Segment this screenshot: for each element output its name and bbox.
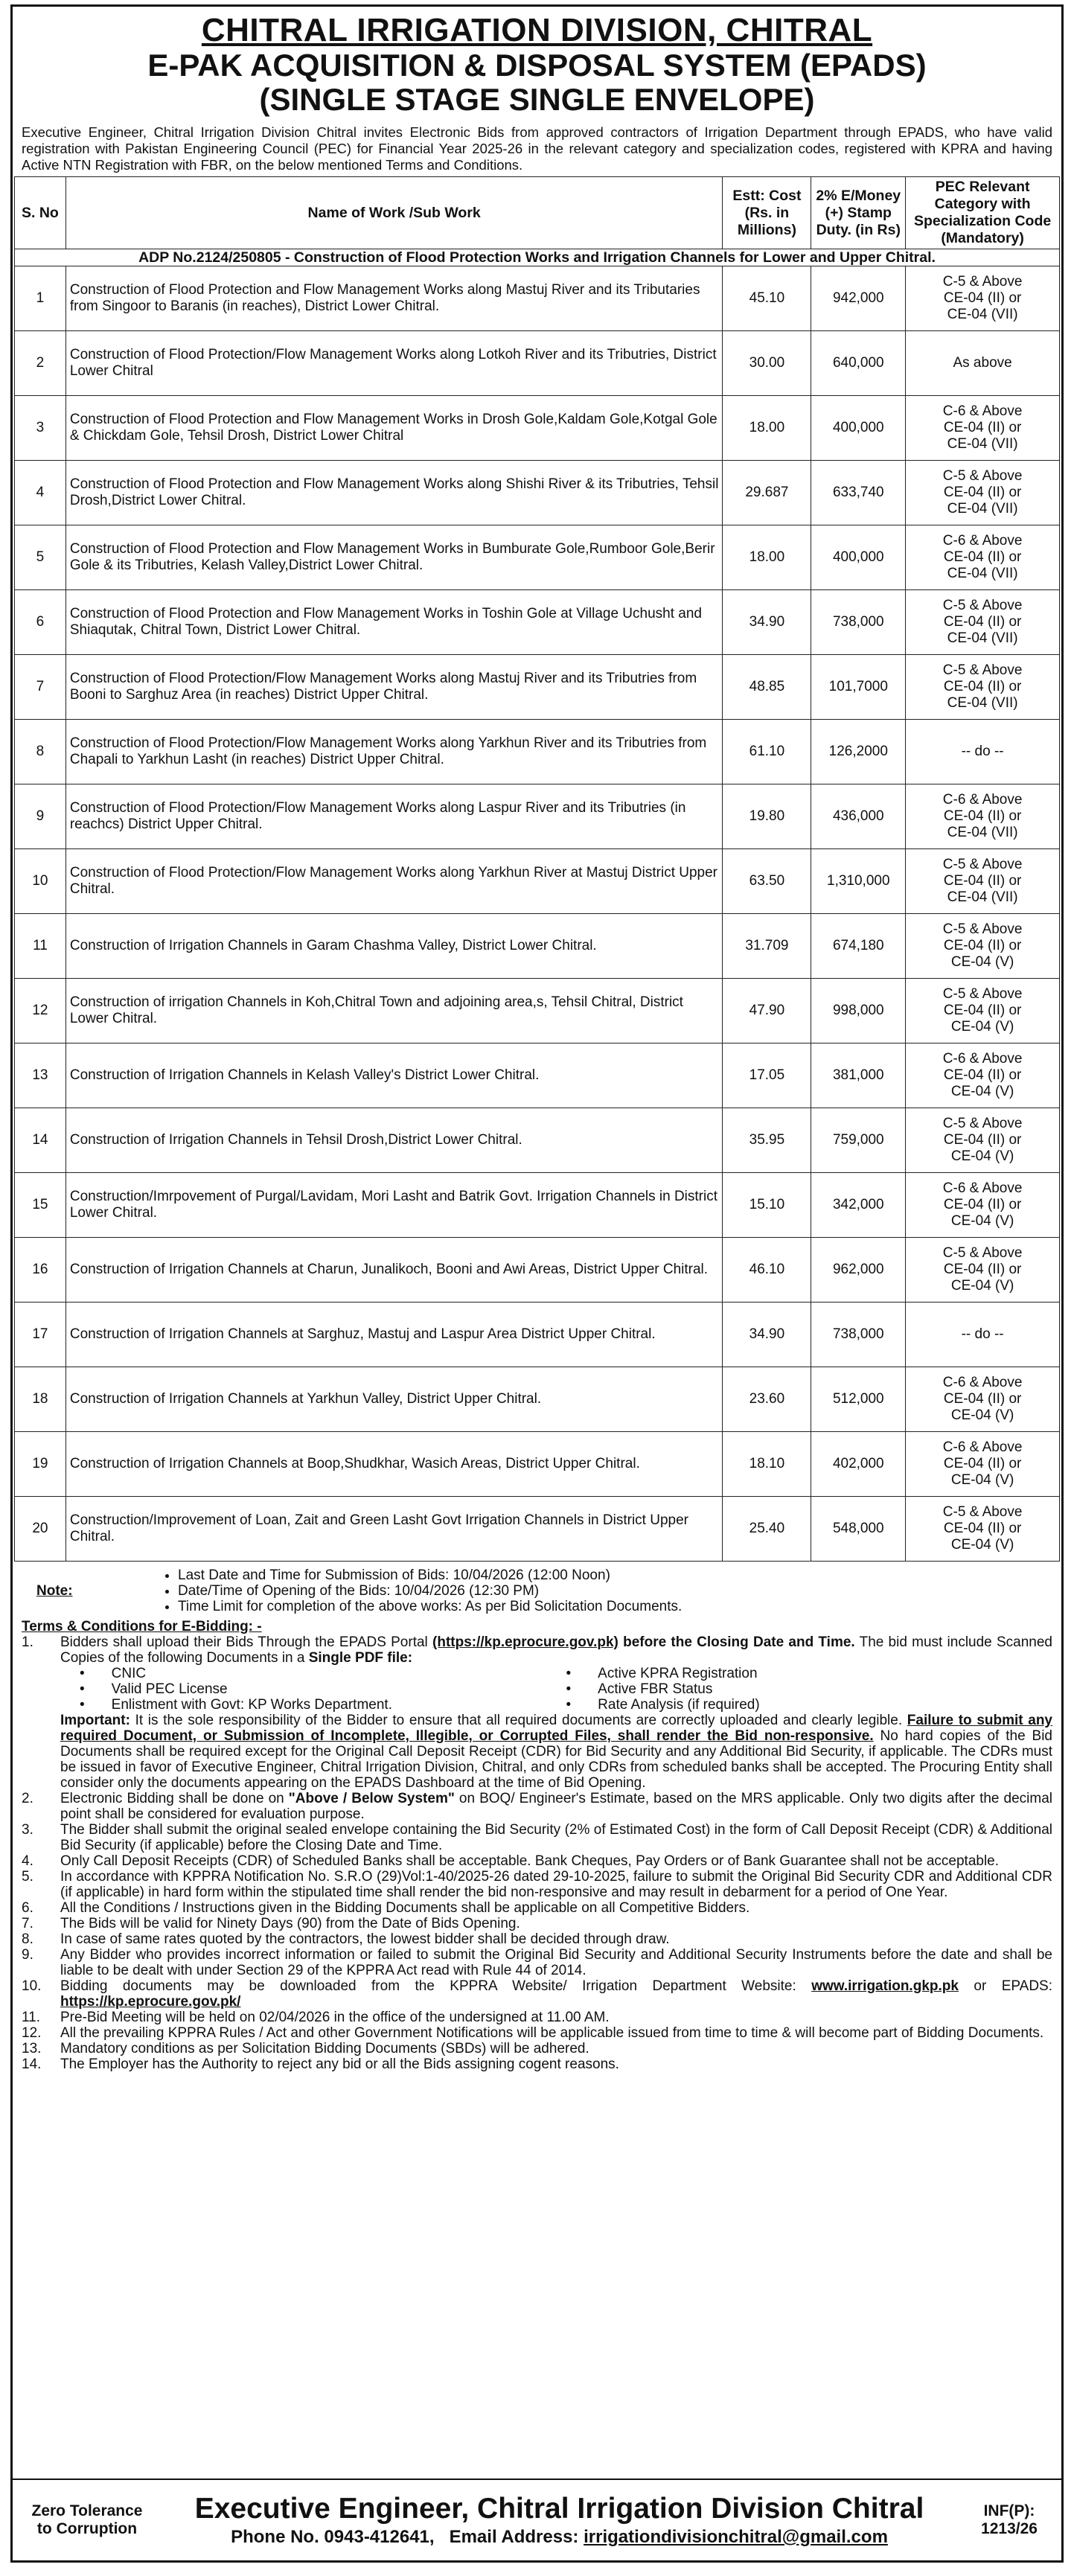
pec-line: CE-04 (II) or	[943, 1391, 1022, 1407]
term-number: 2.	[22, 1791, 33, 1806]
phone-number: Phone No. 0943-412641,	[231, 2527, 435, 2547]
row-sno: 11	[15, 914, 66, 979]
row-stamp: 674,180	[811, 914, 906, 979]
term-1	[22, 1634, 1052, 1666]
row-work: Construction of Irrigation Channels at Boop,Shudkhar, Wasich Areas, District Upper Chitral.	[65, 1432, 723, 1497]
pec-line: CE-04 (II) or	[943, 1456, 1022, 1471]
pec-line: CE-04 (II) or	[943, 614, 1022, 630]
row-cost: 34.90	[723, 590, 811, 655]
row-sno: 15	[15, 1173, 66, 1238]
term-3	[22, 1822, 1052, 1853]
pec-line: CE-04 (II) or	[943, 290, 1022, 306]
pec-line: CE-04 (VII)	[947, 566, 1018, 581]
row-work: Construction of Flood Protection and Flow Management Works in Drosh Gole,Kaldam Gole,Kotgal Gole & Chickdam Gole, Tehsil Drosh, District Lower Chitral	[65, 396, 723, 461]
table-row	[15, 1367, 1060, 1432]
row-pec	[906, 979, 1060, 1043]
term-14	[22, 2056, 1052, 2072]
important-label: Important:	[60, 1713, 130, 1728]
row-sno: 19	[15, 1432, 66, 1497]
pec-line: CE-04 (II) or	[943, 485, 1022, 500]
row-stamp: 759,000	[811, 1108, 906, 1173]
pec-line: CE-04 (II) or	[943, 1521, 1022, 1536]
row-work: Construction of Flood Protection/Flow Management Works along Yarkhun River and its Tributries from Chapali to Yarkhun Lasht (in reaches) District Upper Chitral.	[65, 720, 723, 784]
row-pec	[906, 266, 1060, 331]
row-stamp: 738,000	[811, 1303, 906, 1367]
pec-line: C-5 & Above	[942, 921, 1023, 937]
term-number: 13.	[22, 2041, 42, 2056]
important-text: It is the sole responsibility of the Bidder to ensure that all required documents are correctly uploaded and clearly legible.	[130, 1713, 907, 1728]
row-sno: 14	[15, 1108, 66, 1173]
term-text: All the Conditions / Instructions given in the Bidding Documents shall be applicable on all Competitive Bidders.	[60, 1900, 750, 1916]
row-pec	[906, 1173, 1060, 1238]
pec-line: CE-04 (VII)	[947, 695, 1018, 711]
table-row	[15, 720, 1060, 784]
row-cost: 31.709	[723, 914, 811, 979]
pec-line: C-5 & Above	[942, 1245, 1023, 1261]
important-rest: No hard copies of the Bid Documents shall be required except for the Original Call Deposit Receipt (CDR) for Bid Security and any Additional Bid Security, if applicable. The CDRs must be issued in favor of Executive Engineer, Chitral Irrigation Division, Chitral, and only CDRs from scheduled banks shall be accepted. The Procuring Entity shall consider only the documents appearing on the EPADS Dashboard at the time of Bid Opening.	[60, 1728, 1052, 1791]
term-number: 14.	[22, 2056, 42, 2072]
row-work: Construction of Irrigation Channels in Garam Chashma Valley, District Lower Chitral.	[65, 914, 723, 979]
pec-line: CE-04 (VII)	[947, 630, 1018, 646]
term-number: 1.	[22, 1634, 33, 1650]
important-warning: Failure to submit any required Document, or Submission of Incomplete, Illegible, or Corrupted Files, shall render the Bid non-responsive.	[60, 1713, 1052, 1744]
term-number: 7.	[22, 1916, 33, 1931]
row-work: Construction of Irrigation Channels at Yarkhun Valley, District Upper Chitral.	[65, 1367, 723, 1432]
term-text: Mandatory conditions as per Solicitation Bidding Documents (SBDs) will be adhered.	[60, 2041, 589, 2056]
pec-line: CE-04 (VII)	[947, 307, 1018, 322]
document-item: • Enlistment with Govt: KP Works Department.	[80, 1697, 566, 1713]
pec-line: C-5 & Above	[942, 598, 1023, 613]
row-sno: 5	[15, 525, 66, 590]
document-item: • Active KPRA Registration	[566, 1666, 1053, 1681]
table-row	[15, 461, 1060, 525]
term-text-bold: Single PDF file:	[308, 1650, 413, 1666]
row-cost: 45.10	[723, 266, 811, 331]
pec-line: CE-04 (V)	[950, 1472, 1014, 1488]
row-work: Construction of Flood Protection and Flow Management Works in Bumburate Gole,Rumboor Gole,Berir Gole & its Tributries, Kelash Valley,District Lower Chitral.	[65, 525, 723, 590]
row-cost: 63.50	[723, 849, 811, 914]
row-pec	[906, 720, 1060, 784]
row-work: Construction/Improvement of Loan, Zait and Green Lasht Govt Irrigation Channels in District Upper Chitral.	[65, 1497, 723, 1562]
inf-number: 1213/26	[981, 2520, 1038, 2537]
note-item: • Time Limit for completion of the above works: As per Bid Solicitation Documents.	[178, 1599, 682, 1614]
pec-line: CE-04 (V)	[950, 1019, 1014, 1035]
pec-line: C-5 & Above	[942, 274, 1023, 290]
header-sno: S. No	[15, 177, 66, 249]
term-number: 3.	[22, 1822, 33, 1838]
row-cost: 25.40	[723, 1497, 811, 1562]
table-row	[15, 266, 1060, 331]
note-label: Note:	[36, 1583, 73, 1599]
terms-section	[13, 1614, 1061, 2072]
row-sno: 6	[15, 590, 66, 655]
pec-line: -- do --	[961, 1326, 1004, 1342]
row-pec	[906, 590, 1060, 655]
pec-line: CE-04 (II) or	[943, 679, 1022, 694]
term-text: All the prevailing KPPRA Rules / Act and other Government Notifications will be applicable issued from time to time & will become part of Bidding Documents.	[60, 2025, 1044, 2041]
pec-line: C-5 & Above	[942, 662, 1023, 678]
document-item: • Active FBR Status	[566, 1681, 1053, 1697]
row-cost: 29.687	[723, 461, 811, 525]
row-cost: 18.10	[723, 1432, 811, 1497]
row-cost: 18.00	[723, 396, 811, 461]
table-row	[15, 331, 1060, 396]
term-text: on BOQ/ Engineer's Estimate, based on the MRS applicable. Only two digits after the decimal point shall be considered for evaluation purpose.	[60, 1791, 1053, 1822]
pec-line: CE-04 (II) or	[943, 1197, 1022, 1212]
row-stamp: 101,7000	[811, 655, 906, 720]
row-stamp: 512,000	[811, 1367, 906, 1432]
row-stamp: 548,000	[811, 1497, 906, 1562]
intro-paragraph: Executive Engineer, Chitral Irrigation Division Chitral invites Electronic Bids from approved contractors of Irrigation Department through EPADS, who have valid registration with Pakistan Engineering Council (PEC) for Financial Year 2025-26 in the relevant category and specialization codes, registered with KPRA and having Active NTN Registration with FBR, on the below mentioned Terms and Conditions.	[22, 124, 1052, 173]
header-stamp: 2% E/Money (+) Stamp Duty. (in Rs)	[811, 177, 906, 249]
pec-line: C-6 & Above	[942, 1439, 1023, 1455]
row-cost: 61.10	[723, 720, 811, 784]
table-row	[15, 979, 1060, 1043]
term-text: Bidding documents may be downloaded from the KPPRA Website/ Irrigation Department Website:	[60, 1978, 812, 1994]
row-stamp: 342,000	[811, 1173, 906, 1238]
zero-tolerance-line: Zero Tolerance	[31, 2502, 143, 2519]
adp-row	[15, 249, 1060, 266]
term-text: The Bids will be valid for Ninety Days (90) from the Date of Bids Opening.	[60, 1916, 520, 1931]
pec-line: C-5 & Above	[942, 1504, 1023, 1520]
pec-line: CE-04 (V)	[950, 1407, 1014, 1423]
pec-line: CE-04 (V)	[950, 1084, 1014, 1099]
row-cost: 23.60	[723, 1367, 811, 1432]
note-item: • Date/Time of Opening of the Bids: 10/04/2026 (12:30 PM)	[178, 1583, 682, 1599]
row-stamp: 738,000	[811, 590, 906, 655]
row-cost: 30.00	[723, 331, 811, 396]
row-sno: 7	[15, 655, 66, 720]
pec-line: CE-04 (II) or	[943, 808, 1022, 824]
row-sno: 17	[15, 1303, 66, 1367]
pec-line: CE-04 (VII)	[947, 825, 1018, 840]
term-number: 12.	[22, 2025, 42, 2041]
row-work: Construction of Flood Protection/Flow Management Works along Lotkoh River and its Tributries, District Lower Chitral	[65, 331, 723, 396]
row-stamp: 998,000	[811, 979, 906, 1043]
term-12	[22, 2025, 1052, 2041]
row-sno: 8	[15, 720, 66, 784]
zero-tolerance-badge	[13, 2502, 162, 2538]
tender-notice	[10, 4, 1064, 2563]
row-work: Construction of Flood Protection and Flow Management Works along Shishi River & its Tributries, Tehsil Drosh,District Lower Chitral.	[65, 461, 723, 525]
pec-line: CE-04 (II) or	[943, 1262, 1022, 1277]
email-link[interactable]: irrigationdivisionchitral@gmail.com	[584, 2527, 888, 2547]
adp-title: ADP No.2124/250805 - Construction of Flood Protection Works and Irrigation Channels for Lower and Upper Chitral.	[15, 249, 1060, 266]
row-work: Construction of Irrigation Channels in Tehsil Drosh,District Lower Chitral.	[65, 1108, 723, 1173]
pec-line: CE-04 (V)	[950, 1278, 1014, 1294]
pec-line: C-6 & Above	[942, 1180, 1023, 1196]
row-pec	[906, 461, 1060, 525]
term-number: 4.	[22, 1853, 33, 1869]
zero-tolerance-line: to Corruption	[36, 2520, 138, 2537]
term-number: 5.	[22, 1869, 33, 1885]
header-cost: Estt: Cost (Rs. in Millions)	[723, 177, 811, 249]
term-11	[22, 2010, 1052, 2025]
pec-line: C-5 & Above	[942, 1116, 1023, 1131]
required-documents	[22, 1666, 1052, 1713]
terms-title: Terms & Conditions for E-Bidding: -	[22, 1619, 262, 1634]
row-sno: 9	[15, 784, 66, 849]
row-pec	[906, 655, 1060, 720]
row-cost: 35.95	[723, 1108, 811, 1173]
row-stamp: 400,000	[811, 396, 906, 461]
row-pec	[906, 849, 1060, 914]
important-paragraph	[22, 1713, 1052, 1791]
row-work: Construction of Irrigation Channels in Kelash Valley's District Lower Chitral.	[65, 1043, 723, 1108]
term-text: The Bidder shall submit the original sealed envelope containing the Bid Security (2% of Estimated Cost) in the form of Call Deposit Receipt (CDR) & Additional Bid Security (if applicable) before the Closing Date and Time.	[60, 1822, 1052, 1853]
works-table	[14, 176, 1060, 1562]
table-row	[15, 1497, 1060, 1562]
row-cost: 17.05	[723, 1043, 811, 1108]
table-row	[15, 1108, 1060, 1173]
pec-line: CE-04 (VII)	[947, 889, 1018, 905]
term-text: In accordance with KPPRA Notification No. S.R.O (29)Vol:1-40/2025-26 dated 29-10-2025, failure to submit the Original Bid Security CDR and Additional CDR (if applicable) in hard form within the stipulated time shall render the bid non-responsive and may result in debarment for a period of One Year.	[60, 1869, 1052, 1900]
table-row	[15, 1043, 1060, 1108]
pec-line: CE-04 (VII)	[947, 501, 1018, 517]
table-row	[15, 396, 1060, 461]
row-sno: 1	[15, 266, 66, 331]
term-8	[22, 1931, 1052, 1947]
term-text: Only Call Deposit Receipts (CDR) of Scheduled Banks shall be acceptable. Bank Cheques, Pay Orders or of Bank Guarantee shall not be acceptable.	[60, 1853, 1000, 1869]
notice-header	[13, 7, 1061, 117]
table-row	[15, 655, 1060, 720]
term-2	[22, 1791, 1052, 1822]
pec-line: CE-04 (VII)	[947, 436, 1018, 452]
row-cost: 18.00	[723, 525, 811, 590]
row-pec	[906, 784, 1060, 849]
pec-line: CE-04 (V)	[950, 1537, 1014, 1553]
table-row	[15, 1432, 1060, 1497]
term-5	[22, 1869, 1052, 1900]
row-stamp: 640,000	[811, 331, 906, 396]
term-number: 10.	[22, 1978, 42, 1994]
term-text: Electronic Bidding shall be done on	[60, 1791, 289, 1806]
pec-line: CE-04 (V)	[950, 954, 1014, 970]
row-stamp: 402,000	[811, 1432, 906, 1497]
row-sno: 10	[15, 849, 66, 914]
row-sno: 20	[15, 1497, 66, 1562]
row-pec	[906, 1108, 1060, 1173]
envelope-title: (SINGLE STAGE SINGLE ENVELOPE)	[259, 82, 815, 117]
row-pec	[906, 1238, 1060, 1303]
table-row	[15, 1238, 1060, 1303]
pec-line: CE-04 (II) or	[943, 1003, 1022, 1018]
row-pec	[906, 331, 1060, 396]
pec-line: CE-04 (V)	[950, 1148, 1014, 1164]
row-pec	[906, 1432, 1060, 1497]
row-cost: 48.85	[723, 655, 811, 720]
pec-line: As above	[953, 355, 1012, 371]
row-pec	[906, 396, 1060, 461]
notice-footer	[13, 2478, 1061, 2560]
row-sno: 3	[15, 396, 66, 461]
issuer-title: Executive Engineer, Chitral Irrigation Division Chitral	[194, 2493, 924, 2525]
issuer-block	[162, 2492, 957, 2548]
issuer-contact	[162, 2526, 957, 2548]
note-section	[13, 1562, 1061, 1614]
term-6	[22, 1900, 1052, 1916]
row-work: Construction of Flood Protection and Flow Management Works in Toshin Gole at Village Uchusht and Shiaqutak, Chitral Town, District Lower Chitral.	[65, 590, 723, 655]
term-7	[22, 1916, 1052, 1931]
row-stamp: 126,2000	[811, 720, 906, 784]
term-text-bold: before the Closing Date and Time.	[618, 1634, 855, 1650]
term-text-bold: "Above / Below System"	[288, 1791, 455, 1806]
row-sno: 12	[15, 979, 66, 1043]
table-row	[15, 849, 1060, 914]
table-header-row	[15, 177, 1060, 249]
row-work: Construction of irrigation Channels in Koh,Chitral Town and adjoining area,s, Tehsil Chitral, District Lower Chitral.	[65, 979, 723, 1043]
term-9	[22, 1947, 1052, 1978]
system-title: E-PAK ACQUISITION & DISPOSAL SYSTEM (EPADS)	[147, 48, 927, 83]
note-item: • Last Date and Time for Submission of Bids: 10/04/2026 (12:00 Noon)	[178, 1567, 682, 1583]
header-work: Name of Work /Sub Work	[65, 177, 723, 249]
term-text: The bid must include Scanned Copies of the following Documents in a	[60, 1634, 1052, 1666]
row-sno: 18	[15, 1367, 66, 1432]
row-work: Construction of Flood Protection and Flow Management Works along Mastuj River and its Tributaries from Singoor to Baranis (in reaches), District Lower Chitral.	[65, 266, 723, 331]
document-item: • Rate Analysis (if required)	[566, 1697, 1053, 1713]
table-row	[15, 784, 1060, 849]
row-sno: 13	[15, 1043, 66, 1108]
note-list	[133, 1567, 682, 1614]
term-10	[22, 1978, 1052, 2010]
row-stamp: 1,310,000	[811, 849, 906, 914]
row-stamp: 633,740	[811, 461, 906, 525]
pec-line: C-5 & Above	[942, 986, 1023, 1002]
row-work: Construction of Irrigation Channels at Sarghuz, Mastuj and Laspur Area District Upper Chitral.	[65, 1303, 723, 1367]
pec-line: -- do --	[961, 744, 1004, 759]
row-pec	[906, 1367, 1060, 1432]
pec-line: C-6 & Above	[942, 403, 1023, 419]
term-text: Pre-Bid Meeting will be held on 02/04/2026 in the office of the undersigned at 11.00 AM.	[60, 2010, 610, 2025]
pec-line: C-5 & Above	[942, 468, 1023, 484]
table-row	[15, 525, 1060, 590]
pec-line: C-6 & Above	[942, 792, 1023, 808]
pec-line: CE-04 (II) or	[943, 1067, 1022, 1083]
document-item: • CNIC	[80, 1666, 566, 1681]
row-stamp: 381,000	[811, 1043, 906, 1108]
inf-reference	[957, 2502, 1061, 2538]
table-row	[15, 1303, 1060, 1367]
pec-line: CE-04 (II) or	[943, 873, 1022, 889]
row-cost: 19.80	[723, 784, 811, 849]
row-pec	[906, 1303, 1060, 1367]
row-stamp: 962,000	[811, 1238, 906, 1303]
irrigation-website-link[interactable]: www.irrigation.gkp.pk	[811, 1978, 959, 1994]
row-stamp: 942,000	[811, 266, 906, 331]
row-sno: 2	[15, 331, 66, 396]
term-number: 6.	[22, 1900, 33, 1916]
document-item: • Valid PEC License	[80, 1681, 566, 1697]
term-number: 8.	[22, 1931, 33, 1947]
row-work: Construction/Imrpovement of Purgal/Lavidam, Mori Lasht and Batrik Govt. Irrigation Channels in District Lower Chitral.	[65, 1173, 723, 1238]
row-cost: 34.90	[723, 1303, 811, 1367]
term-text: The Employer has the Authority to reject any bid or all the Bids assigning cogent reasons.	[60, 2056, 619, 2072]
row-cost: 15.10	[723, 1173, 811, 1238]
row-pec	[906, 914, 1060, 979]
row-stamp: 400,000	[811, 525, 906, 590]
pec-line: CE-04 (II) or	[943, 938, 1022, 953]
header-pec: PEC Relevant Category with Specialization Code (Mandatory)	[906, 177, 1060, 249]
eprocure-link[interactable]: (https://kp.eprocure.gov.pk)	[432, 1634, 618, 1650]
row-sno: 16	[15, 1238, 66, 1303]
term-text: Bidders shall upload their Bids Through the EPADS Portal	[60, 1634, 433, 1650]
term-text: or EPADS:	[958, 1978, 1053, 1994]
pec-line: C-6 & Above	[942, 1375, 1023, 1390]
row-work: Construction of Irrigation Channels at Charun, Junalikoch, Booni and Awi Areas, District Upper Chitral.	[65, 1238, 723, 1303]
epads-link[interactable]: https://kp.eprocure.gov.pk/	[60, 1994, 241, 2010]
row-work: Construction of Flood Protection/Flow Management Works along Mastuj River and its Tributries from Booni to Sarghuz Area (in reaches) District Upper Chitral.	[65, 655, 723, 720]
row-cost: 47.90	[723, 979, 811, 1043]
term-number: 9.	[22, 1947, 33, 1963]
table-row	[15, 590, 1060, 655]
row-cost: 46.10	[723, 1238, 811, 1303]
row-sno: 4	[15, 461, 66, 525]
term-number: 11.	[22, 2010, 41, 2025]
division-title: CHITRAL IRRIGATION DIVISION, CHITRAL	[201, 12, 873, 48]
term-text: Any Bidder who provides incorrect information or failed to submit the Original Bid Security and Additional Security Instruments before the date and shall be liable to be dealt with under Section 29 of the KPPRA Act read with Rule 44 of 2014.	[60, 1947, 1052, 1978]
pec-line: CE-04 (II) or	[943, 549, 1022, 565]
pec-line: C-6 & Above	[942, 533, 1023, 549]
pec-line: C-5 & Above	[942, 857, 1023, 872]
row-work: Construction of Flood Protection/Flow Management Works along Laspur River and its Tributries (in reachcs) District Upper Chitral.	[65, 784, 723, 849]
term-text: In case of same rates quoted by the contractors, the lowest bidder shall be decided through draw.	[60, 1931, 670, 1947]
row-pec	[906, 1043, 1060, 1108]
row-pec	[906, 525, 1060, 590]
row-work: Construction of Flood Protection/Flow Management Works along Yarkhun River at Mastuj District Upper Chitral.	[65, 849, 723, 914]
table-row	[15, 914, 1060, 979]
row-pec	[906, 1497, 1060, 1562]
pec-line: CE-04 (II) or	[943, 420, 1022, 435]
pec-line: C-6 & Above	[942, 1051, 1023, 1067]
inf-label: INF(P):	[983, 2502, 1035, 2519]
term-4	[22, 1853, 1052, 1869]
table-row	[15, 1173, 1060, 1238]
email-label: Email Address:	[449, 2527, 584, 2547]
pec-line: CE-04 (V)	[950, 1213, 1014, 1229]
row-stamp: 436,000	[811, 784, 906, 849]
pec-line: CE-04 (II) or	[943, 1132, 1022, 1148]
term-13	[22, 2041, 1052, 2056]
